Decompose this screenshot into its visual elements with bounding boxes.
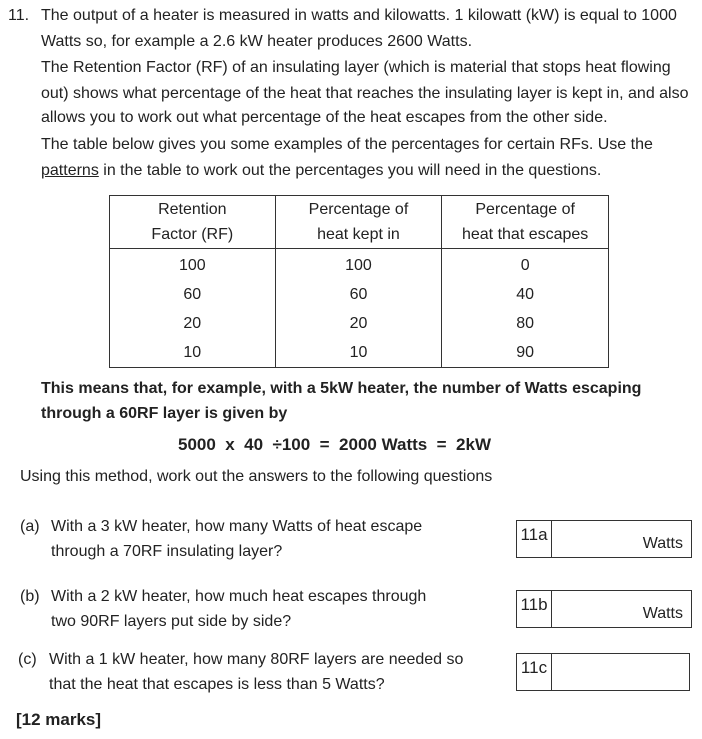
table-row <box>110 338 609 368</box>
part-a-line-2: through a 70RF insulating layer? <box>51 543 283 560</box>
part-c-line-2: that the heat that escapes is less than 5 Watts? <box>49 676 385 693</box>
table-cell: 20 <box>110 309 276 338</box>
table-cell: 10 <box>110 338 276 368</box>
instruction-text: Using this method, work out the answers to the following questions <box>20 468 493 485</box>
part-a-label: (a) <box>20 518 40 535</box>
table-cell: 100 <box>275 249 442 281</box>
answer-box-label: 11a <box>517 521 552 557</box>
intro-line-5: allows you to work out what percentage of the heat escapes from the other side. <box>41 109 608 126</box>
answer-box-11c[interactable] <box>516 653 690 691</box>
table-cell: 20 <box>275 309 442 338</box>
part-c-label: (c) <box>18 651 37 668</box>
example-line-1: This means that, for example, with a 5kW heater, the number of Watts escaping <box>41 380 642 397</box>
intro-line-2: Watts so, for example a 2.6 kW heater produces 2600 Watts. <box>41 33 473 50</box>
intro-line-4: out) shows what percentage of the heat that reaches the insulating layer is kept in, and also <box>41 85 689 102</box>
answer-box-11b[interactable] <box>516 590 692 628</box>
header-retention-factor: Retention Factor (RF) <box>110 196 276 249</box>
part-a-line-1: With a 3 kW heater, how many Watts of heat escape <box>51 518 423 535</box>
header-heat-kept: Percentage of heat kept in <box>275 196 442 249</box>
table-header-row <box>110 196 609 249</box>
table-cell: 90 <box>442 338 609 368</box>
table-row <box>110 249 609 281</box>
table-cell: 80 <box>442 309 609 338</box>
part-b-line-1: With a 2 kW heater, how much heat escapes through <box>51 588 427 605</box>
example-formula: 5000 x 40 ÷100 = 2000 Watts = 2kW <box>178 435 491 454</box>
example-line-2: through a 60RF layer is given by <box>41 405 288 422</box>
question-number: 11. <box>8 7 30 24</box>
intro-line-3: The Retention Factor (RF) of an insulating layer (which is material that stops heat flowing <box>41 59 671 76</box>
header-heat-escapes: Percentage of heat that escapes <box>442 196 609 249</box>
table-cell: 40 <box>442 280 609 309</box>
table-cell: 100 <box>110 249 276 281</box>
table-cell: 10 <box>275 338 442 368</box>
rf-table <box>109 195 609 368</box>
intro-line-7-rest: in the table to work out the percentages you will need in the questions. <box>98 162 602 179</box>
marks-total: [12 marks] <box>16 710 102 729</box>
answer-box-11a[interactable] <box>516 520 692 558</box>
answer-unit: Watts <box>642 535 683 552</box>
table-cell: 60 <box>110 280 276 309</box>
table-row <box>110 309 609 338</box>
table-cell: 0 <box>442 249 609 281</box>
intro-line-1: The output of a heater is measured in watts and kilowatts. 1 kilowatt (kW) is equal to 1000 <box>41 7 677 24</box>
part-c-line-1: With a 1 kW heater, how many 80RF layers are needed so <box>49 651 464 668</box>
answer-box-label: 11b <box>517 591 552 627</box>
intro-line-6: The table below gives you some examples of the percentages for certain RFs. Use the <box>41 136 653 153</box>
intro-line-7 <box>41 161 601 181</box>
patterns-word: patterns <box>41 162 99 179</box>
part-b-line-2: two 90RF layers put side by side? <box>51 613 292 630</box>
answer-unit: Watts <box>642 605 683 622</box>
answer-box-label: 11c <box>517 654 552 690</box>
table-cell: 60 <box>275 280 442 309</box>
table-row <box>110 280 609 309</box>
part-b-label: (b) <box>20 588 40 605</box>
